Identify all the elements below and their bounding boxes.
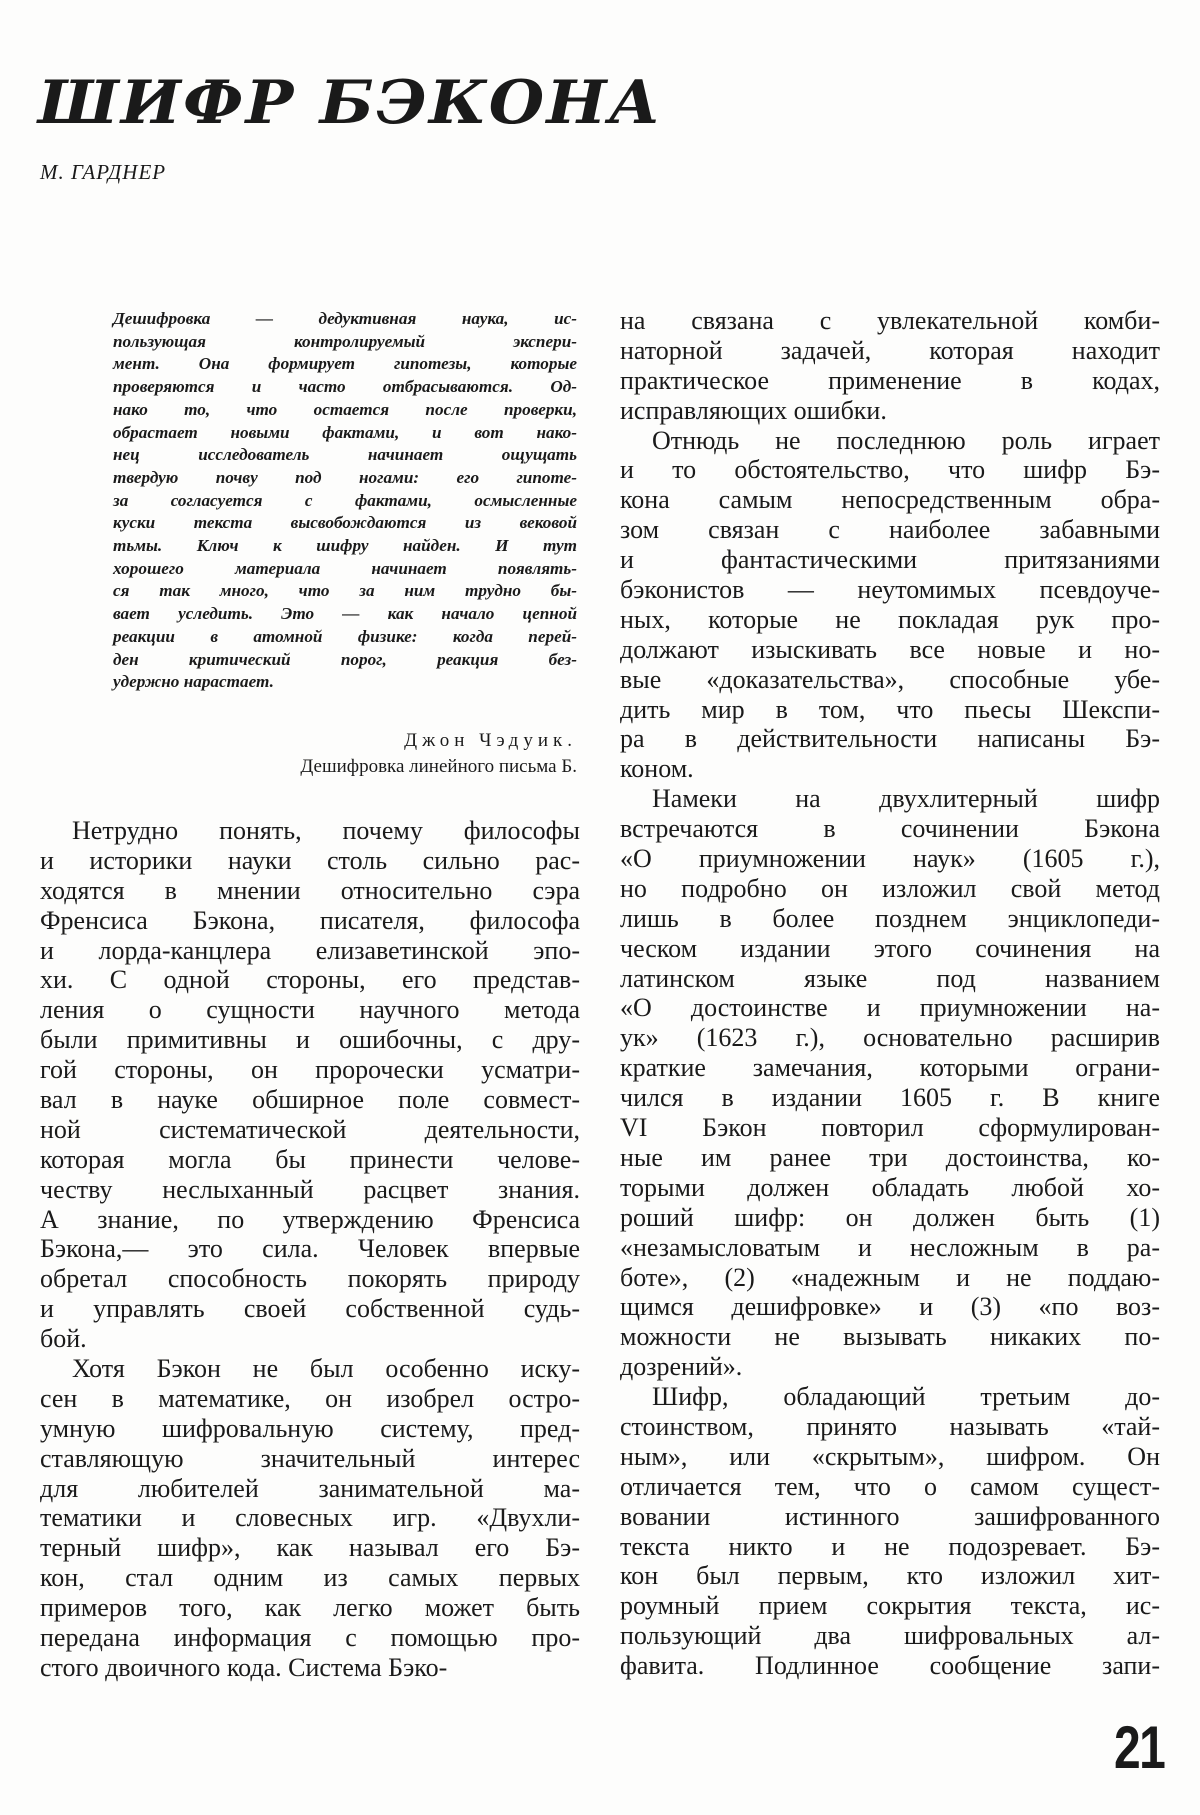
text-line: вовании истинного зашифрованного	[620, 1501, 1160, 1531]
text-line: для любителей занимательной ма-	[40, 1473, 580, 1503]
text-line: вал в науке обширное поле совмест-	[40, 1085, 580, 1115]
text-line: на связана с увлекательной комби-	[620, 306, 1160, 335]
author-name: М. ГАРДНЕР	[40, 160, 167, 184]
text-line: наторной задачей, которая находит	[620, 335, 1160, 365]
text-line: щимся дешифровке» и (3) «по воз-	[620, 1292, 1160, 1322]
text-line: и лорда-канцлера елизаветинской эпо-	[40, 935, 580, 965]
paragraph	[40, 1354, 580, 1683]
epigraph-line: тьмы. Ключ к шифру найден. И тут	[113, 536, 577, 556]
text-line: кон был первым, кто изложил хит-	[620, 1561, 1160, 1591]
text-line: хи. С одной стороны, его представ-	[40, 965, 580, 995]
text-line: и фантастическими притязаниями	[620, 545, 1160, 575]
text-line: Нетрудно понять, почему философы	[72, 816, 580, 845]
text-line: можности не вызывать никаких по-	[620, 1322, 1160, 1352]
text-line: ходятся в мнении относительно сэра	[40, 875, 580, 905]
text-line: Шифр, обладающий третьим до-	[652, 1382, 1160, 1412]
right-column	[620, 306, 1160, 1681]
epigraph-line: куски текста высвобождаются из вековой	[113, 513, 577, 533]
text-line: ставляющую значительный интерес	[40, 1443, 580, 1473]
epigraph-line: обрастает новыми фактами, и вот нако-	[113, 422, 577, 442]
text-line: пользующий два шифровальных ал-	[620, 1621, 1160, 1651]
epigraph-line: пользующая контролируемый экспери-	[113, 331, 577, 351]
text-line: и историки науки столь сильно рас-	[40, 845, 580, 875]
text-line: отличается тем, что о самом сущест-	[620, 1471, 1160, 1501]
epigraph-line: проверяются и часто отбрасываются. Од-	[113, 377, 577, 397]
text-line: обретал способность покорять природу	[40, 1264, 580, 1294]
epigraph-source	[113, 728, 577, 780]
epigraph-line: вает уследить. Это — как начало цепной	[113, 604, 577, 624]
text-line: VI Бэкон повторил сформулирован-	[620, 1113, 1160, 1143]
paragraph	[620, 306, 1160, 426]
text-line: лишь в более позднем энциклопеди-	[620, 903, 1160, 933]
epigraph-line: Дешифровка — дедуктивная наука, ис-	[113, 309, 577, 328]
article-title: ШИФР БЭКОНА	[38, 68, 663, 139]
text-line: текста никто и не подозревает. Бэ-	[620, 1531, 1160, 1561]
text-line: кона самым непосредственным обра-	[620, 485, 1160, 515]
text-line: гой стороны, он пророчески усматри-	[40, 1055, 580, 1085]
text-line: латинском языке под названием	[620, 963, 1160, 993]
text-line: Отнюдь не последнюю роль играет	[652, 425, 1160, 455]
text-line: примеров того, как легко может быть	[40, 1593, 580, 1623]
text-line: должают изыскивать все новые и но-	[620, 634, 1160, 664]
paragraph	[620, 784, 1160, 1382]
text-line: дозрений».	[620, 1352, 743, 1382]
text-line: «незамысловатым и несложным в ра-	[620, 1232, 1160, 1262]
text-line: ук» (1623 г.), основательно расширив	[620, 1023, 1160, 1053]
epigraph-line: за согласуется с фактами, осмысленные	[113, 490, 577, 510]
text-line: были примитивны и ошибочны, с дру-	[40, 1025, 580, 1055]
text-line: коном.	[620, 754, 694, 784]
text-line: честву неслыханный расцвет знания.	[40, 1174, 580, 1204]
text-line: бой.	[40, 1324, 87, 1354]
text-line: Намеки на двухлитерный шифр	[652, 784, 1160, 814]
text-line: А знание, по утверждению Френсиса	[40, 1204, 580, 1234]
left-column	[40, 816, 580, 1683]
text-line: стого двоичного кода. Система Бэко-	[40, 1652, 448, 1682]
epigraph-source-author: Джон Чэдуик.	[404, 730, 577, 751]
text-line: сен в математике, он изобрел остро-	[40, 1383, 580, 1413]
paragraph	[620, 426, 1160, 785]
text-line: и то обстоятельство, что шифр Бэ-	[620, 455, 1160, 485]
text-line: умную шифровальную систему, пред-	[40, 1413, 580, 1443]
epigraph-line: твердую почву под ногами: его гипоте-	[113, 467, 577, 487]
text-line: ческом издании этого сочинения на	[620, 933, 1160, 963]
text-line: вые «доказательства», способные убе-	[620, 664, 1160, 694]
epigraph-line: нец исследователь начинает ощущать	[113, 445, 577, 465]
text-line: Бэкона,— это сила. Человек впервые	[40, 1234, 580, 1264]
text-line: которая могла бы принести челове-	[40, 1144, 580, 1174]
epigraph-line: хорошего материала начинает появлять-	[113, 558, 577, 578]
paragraph	[620, 1382, 1160, 1681]
text-line: но подробно он изложил свой метод	[620, 873, 1160, 903]
text-line: кон, стал одним из самых первых	[40, 1563, 580, 1593]
text-line: встречаются в сочинении Бэкона	[620, 814, 1160, 844]
text-line: дить мир в том, что пьесы Шекспи-	[620, 694, 1160, 724]
epigraph-line: нако то, что остается после проверки,	[113, 399, 577, 419]
text-line: ной систематической деятельности,	[40, 1114, 580, 1144]
epigraph-line: мент. Она формирует гипотезы, которые	[113, 354, 577, 374]
text-line: терный шифр», как называл его Бэ-	[40, 1533, 580, 1563]
page-number: 21	[1114, 1714, 1165, 1781]
text-line: роумный прием сокрытия текста, ис-	[620, 1591, 1160, 1621]
epigraph-line: реакции в атомной физике: когда перей-	[113, 626, 577, 646]
epigraph-source-title: Дешифровка линейного письма Б.	[300, 756, 577, 777]
text-line: ные им ранее три достоинства, ко-	[620, 1142, 1160, 1172]
text-line: ра в действительности написаны Бэ-	[620, 724, 1160, 754]
epigraph-line: ся так много, что за ним трудно бы-	[113, 581, 577, 601]
text-line: «О достоинстве и приумножении на-	[620, 993, 1160, 1023]
text-line: ления о сущности научного метода	[40, 995, 580, 1025]
text-line: стоинством, принято называть «тай-	[620, 1411, 1160, 1441]
text-line: чился в издании 1605 г. В книге	[620, 1083, 1160, 1113]
text-line: зом связан с наиболее забавными	[620, 515, 1160, 545]
paragraph	[40, 816, 580, 1354]
text-line: роший шифр: он должен быть (1)	[620, 1202, 1160, 1232]
text-line: краткие замечания, которыми ограни-	[620, 1053, 1160, 1083]
text-line: и управлять своей собственной судь-	[40, 1294, 580, 1324]
text-line: передана информация с помощью про-	[40, 1623, 580, 1653]
text-line: Френсиса Бэкона, писателя, философа	[40, 905, 580, 935]
text-line: фавита. Подлинное сообщение запи-	[620, 1651, 1160, 1681]
text-line: исправляющих ошибки.	[620, 395, 887, 425]
text-line: бэконистов — неутомимых псевдоуче-	[620, 575, 1160, 605]
text-line: тематики и словесных игр. «Двухли-	[40, 1503, 580, 1533]
epigraph-line: ден критический порог, реакция без-	[113, 649, 577, 669]
text-line: ных, которые не покладая рук про-	[620, 604, 1160, 634]
epigraph-line: удержно нарастает.	[113, 672, 274, 692]
text-line: «О приумножении наук» (1605 г.),	[620, 844, 1160, 874]
text-line: боте», (2) «надежным и не поддаю-	[620, 1262, 1160, 1292]
text-line: Хотя Бэкон не был особенно иску-	[72, 1354, 580, 1384]
epigraph	[113, 308, 577, 694]
text-line: практическое применение в кодах,	[620, 365, 1160, 395]
text-line: торыми должен обладать любой хо-	[620, 1172, 1160, 1202]
text-line: ным», или «скрытым», шифром. Он	[620, 1441, 1160, 1471]
